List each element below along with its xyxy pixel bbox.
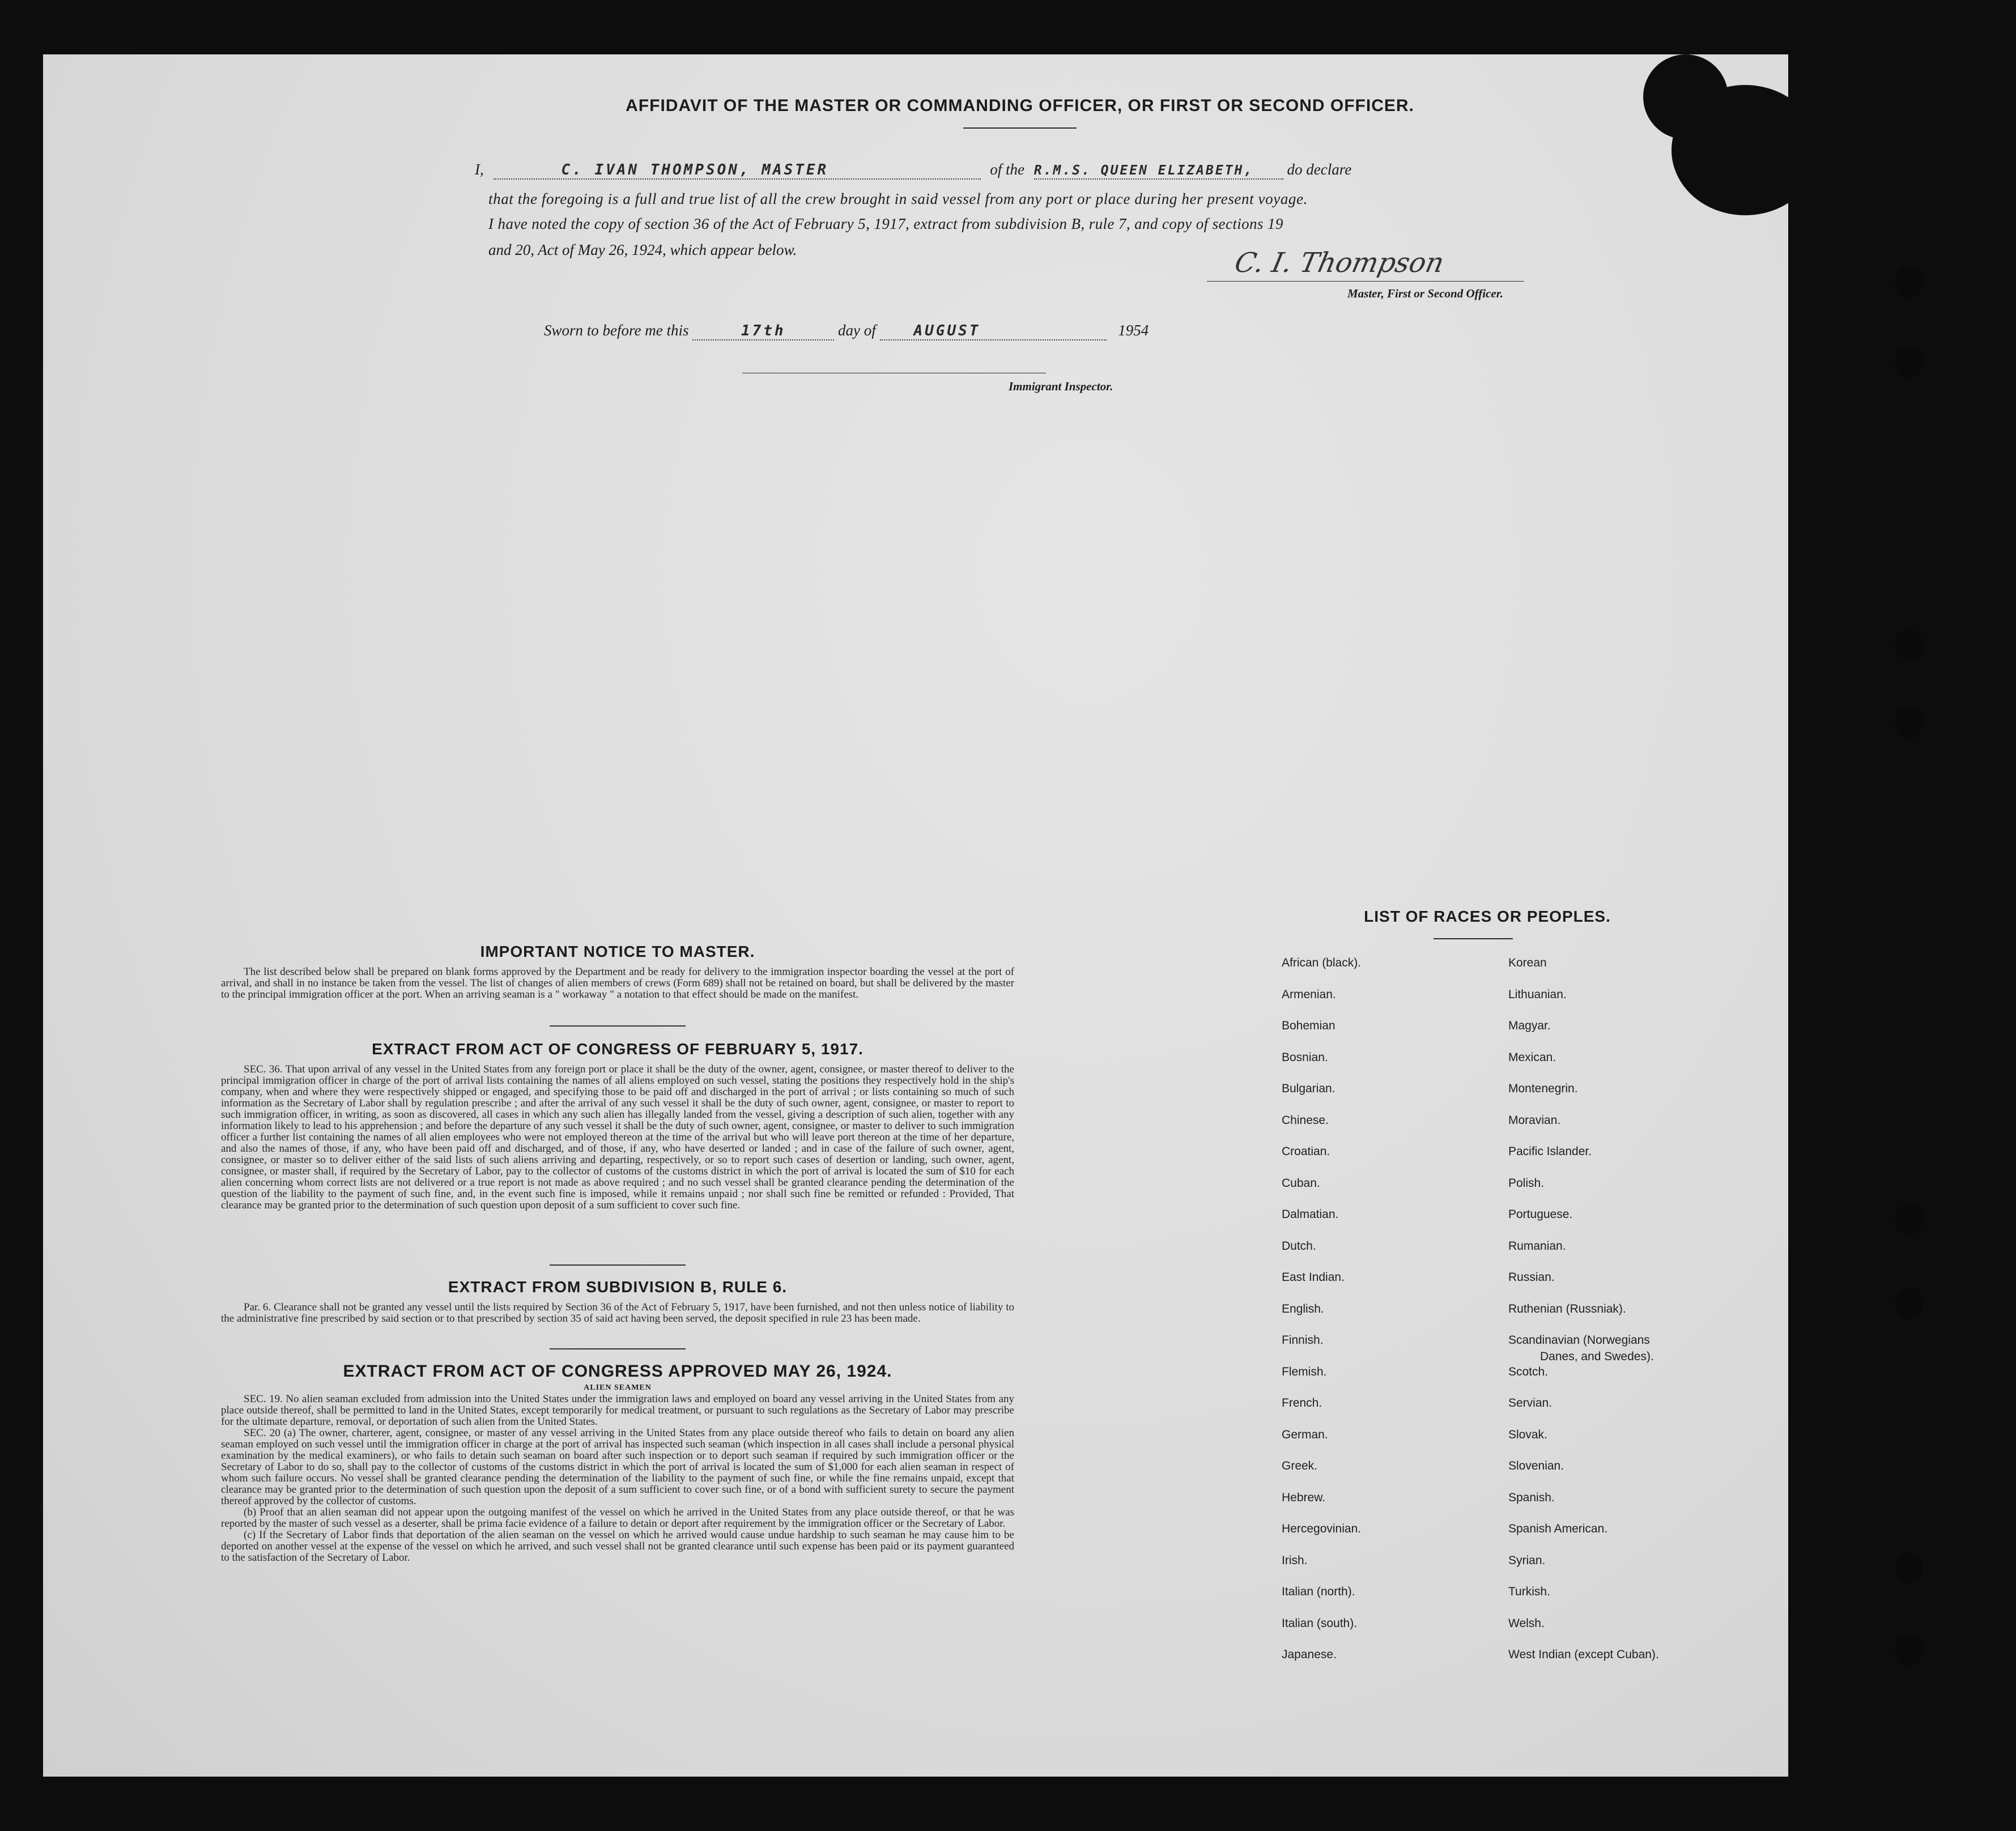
divider [550, 1348, 686, 1349]
races-title: LIST OF RACES OR PEOPLES. [1364, 908, 1611, 925]
punch-hole [1895, 1287, 1923, 1319]
race-item: Slovak. [1508, 1428, 1547, 1441]
sworn-year: 1954 [1118, 322, 1149, 339]
punch-hole [1895, 347, 1923, 378]
affidavit-line-3: I have noted the copy of section 36 of the Act of February 5, 1917, extract from subdivision B, rule 7, and copy of sections 19 [488, 215, 1283, 232]
race-item: Mexican. [1508, 1051, 1556, 1064]
notice-title: IMPORTANT NOTICE TO MASTER. [480, 943, 755, 960]
race-item: Cuban. [1282, 1177, 1320, 1190]
sworn-line [544, 322, 1149, 340]
vessel-name-field [1034, 161, 1283, 180]
race-item: Ruthenian (Russniak). [1508, 1302, 1626, 1315]
race-item: Danes, and Swedes). [1540, 1350, 1654, 1363]
affidavit-line-2: that the foregoing is a full and true list of all the crew brought in said vessel from any port or place during her present voyage. [488, 190, 1308, 207]
race-item: Turkish. [1508, 1585, 1550, 1598]
text-i: I, [475, 161, 484, 178]
punch-hole [1895, 1552, 1923, 1584]
torn-corner [1672, 85, 1819, 215]
extract-1924-title: EXTRACT FROM ACT OF CONGRESS APPROVED MAY 26, 1924. [343, 1362, 892, 1381]
punch-hole [1895, 707, 1923, 739]
sworn-day-field [692, 322, 834, 340]
notice-body [221, 966, 1014, 1000]
extract-rule6-body [221, 1302, 1014, 1325]
affidavit-line-4: and 20, Act of May 26, 1924, which appear below. [488, 241, 797, 258]
race-item: Bohemian [1282, 1019, 1336, 1032]
race-item: Spanish. [1508, 1491, 1555, 1504]
divider [550, 1025, 686, 1027]
race-item: Italian (south). [1282, 1617, 1358, 1630]
race-item: Greek. [1282, 1459, 1318, 1472]
sworn-month: AUGUST [913, 322, 981, 339]
punch-hole [1895, 629, 1923, 661]
race-item: Dutch. [1282, 1240, 1316, 1253]
affidavit-title: AFFIDAVIT OF THE MASTER OR COMMANDING OFFICER, OR FIRST OR SECOND OFFICER. [626, 96, 1414, 115]
punch-hole [1895, 1203, 1923, 1235]
sworn-day: 17th [741, 322, 786, 339]
race-item: Armenian. [1282, 988, 1336, 1001]
race-item: Syrian. [1508, 1554, 1546, 1567]
sec-20b-text: (b) Proof that an alien seaman did not appear upon the outgoing manifest of the vessel on which he arrived in the United States from any place outside thereof, or that he was reported by the master of such vessel as a deserter, shall be prima facie evidence of a failure to detain or deport after requirement by the immigration officer or the Secretary of Labor. [221, 1506, 1014, 1530]
race-item: Dalmatian. [1282, 1208, 1339, 1221]
race-item: Servian. [1508, 1396, 1553, 1410]
master-name-field [494, 161, 981, 180]
race-item: Scotch. [1508, 1365, 1549, 1378]
race-item: Bosnian. [1282, 1051, 1328, 1064]
race-item: East Indian. [1282, 1271, 1345, 1284]
par-6-text: Par. 6. Clearance shall not be granted any vessel until the lists required by Section 36 of the Act of February 5, 1917, have been furnished, and not then unless notice of liability to the administrative fine prescribed by said section or to that prescribed by section 35 of said act having been served, the deposit specified in rule 23 has been made. [221, 1301, 1014, 1325]
race-item: Lithuanian. [1508, 988, 1567, 1001]
sec-20c-text: (c) If the Secretary of Labor finds that deportation of the alien seaman on the vessel on which he arrived would cause undue hardship to such seaman he may cause him to be deported on another vessel at the expense of the vessel on which he arrived, and such vessel shall not be granted clearance until such expense has been paid or its payment guaranteed to the satisfaction of the Secretary of Labor. [221, 1529, 1014, 1564]
race-item: German. [1282, 1428, 1328, 1441]
race-item: African (black). [1282, 956, 1362, 969]
race-item: Korean [1508, 956, 1547, 969]
divider [1434, 938, 1513, 939]
inspector-caption: Immigrant Inspector. [1009, 380, 1113, 393]
race-item: Bulgarian. [1282, 1082, 1336, 1095]
race-item: Chinese. [1282, 1114, 1329, 1127]
race-item: Flemish. [1282, 1365, 1327, 1378]
notice-text: The list described below shall be prepared on blank forms approved by the Department and be ready for delivery to the immigration inspector boarding the vessel at the port of arrival, and shall in no instance be taken from the vessel. The list of changes of alien members of crews (Form 689) shall not be retained on board, but shall be delivered by the master to the principal immigration officer at the port. When an arriving seaman is a " workaway " a notation to that effect should be made on the manifest. [221, 966, 1014, 1000]
extract-1917-title: EXTRACT FROM ACT OF CONGRESS OF FEBRUARY 5, 1917. [372, 1040, 864, 1058]
race-item: Portuguese. [1508, 1208, 1573, 1221]
signer-caption: Master, First or Second Officer. [1347, 287, 1503, 300]
master-name: C. IVAN THOMPSON, MASTER [561, 161, 829, 178]
master-signature: C. I. Thompson [1232, 247, 1447, 279]
race-item: Hercegovinian. [1282, 1522, 1362, 1535]
sworn-prefix: Sworn to before me this [544, 322, 689, 339]
race-item: Welsh. [1508, 1617, 1545, 1630]
race-item: Spanish American. [1508, 1522, 1608, 1535]
race-item: Irish. [1282, 1554, 1308, 1567]
vessel-name: R.M.S. QUEEN ELIZABETH, [1033, 163, 1254, 178]
extract-rule6-title: EXTRACT FROM SUBDIVISION B, RULE 6. [448, 1278, 788, 1296]
race-item: Montenegrin. [1508, 1082, 1578, 1095]
extract-1924-body [221, 1394, 1014, 1564]
alien-seamen-subtitle: ALIEN SEAMEN [584, 1383, 652, 1392]
divider [963, 127, 1077, 129]
text-of-the: of the [990, 161, 1024, 178]
signature-line [1207, 281, 1524, 282]
sworn-mid: day of [838, 322, 876, 339]
sec-19-text: SEC. 19. No alien seaman excluded from admission into the United States under the immigration laws and employed on board any vessel arriving in the United States from any place outside thereof, shall be permitted to land in the United States, except temporarily for medical treatment, or pursuant to such regulations as the Secretary of Labor may prescribe for the ultimate departure, removal, or deportation of such alien from the United States. [221, 1393, 1014, 1428]
extract-1917-body [221, 1064, 1014, 1211]
race-item: Pacific Islander. [1508, 1145, 1592, 1158]
race-item: Rumanian. [1508, 1240, 1566, 1253]
punch-hole [1895, 266, 1923, 298]
race-item: Slovenian. [1508, 1459, 1564, 1472]
race-item: Magyar. [1508, 1019, 1551, 1032]
race-item: Italian (north). [1282, 1585, 1355, 1598]
race-item: Hebrew. [1282, 1491, 1326, 1504]
race-item: French. [1282, 1396, 1322, 1410]
sworn-month-field [880, 322, 1107, 340]
race-item: English. [1282, 1302, 1324, 1315]
punch-hole [1895, 1635, 1923, 1667]
race-item: Moravian. [1508, 1114, 1561, 1127]
sec-36-text: SEC. 36. That upon arrival of any vessel in the United States from any foreign port or place it shall be the duty of the owner, agent, consignee, or master thereof to deliver to the principal immigration officer in charge of the port of arrival lists containing the names of all aliens employed on such vessel, stating the positions they respectively hold in the ship's company, when and where they were respectively shipped or engaged, and specifying those to be paid off and discharged in the port of arrival ; or lists containing so much of such information as the Secretary of Labor shall by regulation prescribe ; and after the arrival of any such vessel it shall be the duty of such owner, agent, consignee, or master to report to such immigration officer, in writing, as soon as discovered, all cases in which any such alien has illegally landed from the vessel, giving a description of such alien, together with any information likely to lead to his apprehension ; and before the departure of any such vessel it shall be the duty of such owner, agent, consignee, or master to deliver to such immigration officer a further list containing the names of all alien employees who were not employed thereon at the time of the arrival but who will leave port thereon at the time of her departure, and also the names of those, if any, who have been paid off and discharged, and of those, if any, who have deserted or landed ; and in case of the failure of such owner, agent, consignee, or master so to deliver either of the said lists of such aliens arriving and departing, respectively, or so to report such cases of desertion or landing, such owner, agent, consignee, or master shall, if required by the Secretary of Labor, pay to the collector of customs of the customs district in which the port of arrival is located the sum of $10 for each alien concerning whom correct lists are not delivered or a true report is not made as above required ; and no such vessel shall be granted clearance pending the determination of the question of the liability to the payment of such fine, and, in the event such fine is imposed, while it remains unpaid ; nor shall such fine be remitted or refunded : Provided, That clearance may be granted prior to the determination of such question upon deposit of a sum sufficient to cover such fine. [221, 1063, 1014, 1211]
race-item: West Indian (except Cuban). [1508, 1648, 1659, 1661]
race-item: Croatian. [1282, 1145, 1330, 1158]
affidavit-line-1 [475, 161, 1574, 180]
race-item: Russian. [1508, 1271, 1555, 1284]
race-item: Finnish. [1282, 1334, 1324, 1347]
race-item: Japanese. [1282, 1648, 1337, 1661]
sec-20a-text: SEC. 20 (a) The owner, charterer, agent, consignee, or master of any vessel arriving in the United States from any place outside thereof who fails to detain on board any alien seaman employed on such vessel until the immigration officer in charge at the port of arrival has inspected such seaman (which inspection in all cases shall include a personal physical examination by the medical examiners), or who fails to detain such seaman on board after such inspection or to deport such seaman if required by such immigration officer or the Secretary of Labor to do so, shall pay to the collector of customs of the customs district in which the port of arrival is located the sum of $1,000 for each alien seaman in respect of whom such failure occurs. No vessel shall be granted clearance pending the determination of the liability to the payment of such fine, or while the fine remains unpaid, except that clearance may be granted prior to the determination of such question upon the deposit of a sum sufficient to cover such fine, or of a bond with sufficient surety to secure the payment thereof approved by the collector of customs. [221, 1427, 1014, 1507]
race-item: Polish. [1508, 1177, 1545, 1190]
divider [550, 1264, 686, 1266]
text-do-declare: do declare [1287, 161, 1352, 178]
race-item: Scandinavian (Norwegians [1508, 1334, 1650, 1347]
